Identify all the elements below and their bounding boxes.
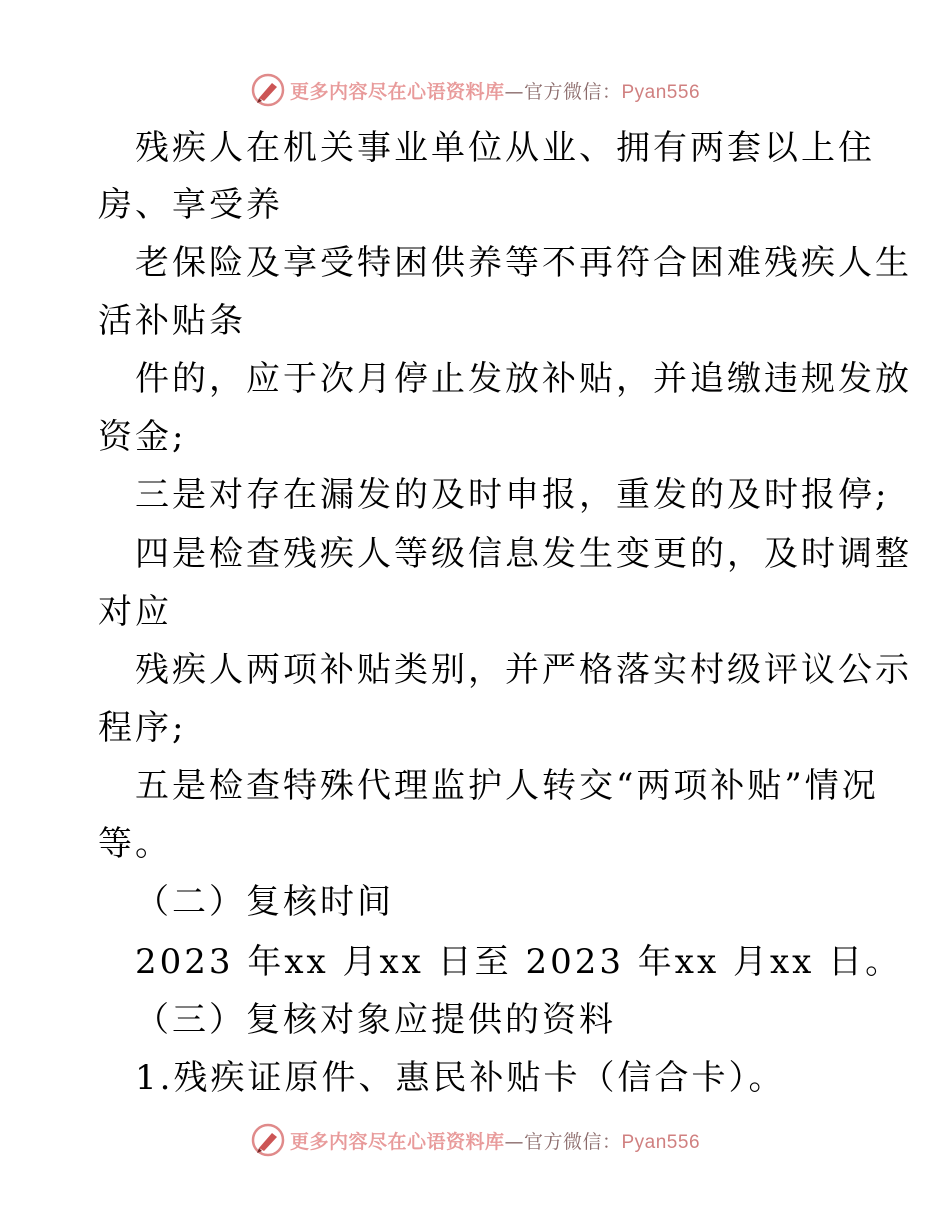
body-line: 残疾人在机关事业单位从业、拥有两套以上住 (135, 128, 875, 168)
body-line: 件的，应于次月停止发放补贴，并追缴违规发放 (135, 359, 912, 399)
body-line: 老保险及享受特困供养等不再符合困难残疾人生 (135, 243, 912, 283)
body-line: 等。 (98, 824, 172, 864)
watermark-contact: Pyan556 (621, 1131, 701, 1153)
section-heading: （二）复核时间 (135, 882, 394, 922)
watermark-separator: — (504, 1130, 524, 1153)
body-line: 五是检查特殊代理监护人转交“两项补贴”情况 (135, 766, 879, 806)
body-line: 资金; (98, 417, 187, 457)
watermark-header (0, 70, 950, 110)
body-line: 三是对存在漏发的及时申报，重发的及时报停; (135, 475, 890, 515)
pen-logo-icon (250, 1122, 286, 1158)
section-heading: （三）复核对象应提供的资料 (135, 1000, 616, 1040)
watermark-middle: 官方微信： (523, 1130, 622, 1153)
watermark-middle: 官方微信： (523, 80, 622, 103)
body-line: 四是检查残疾人等级信息发生变更的，及时调整 (135, 534, 912, 574)
body-line: 2023 年xx 月xx 日至 2023 年xx 月xx 日。 (135, 942, 903, 982)
watermark-contact: Pyan556 (621, 81, 701, 103)
watermark-footer (0, 1120, 950, 1160)
pen-logo-icon (250, 72, 286, 108)
watermark-separator: — (504, 80, 524, 103)
body-line: 残疾人两项补贴类别，并严格落实村级评议公示 (135, 650, 912, 690)
watermark-prefix: 更多内容尽在心语资料库 (289, 80, 505, 103)
body-line: 1.残疾证原件、惠民补贴卡（信合卡）。 (135, 1058, 786, 1098)
body-line: 对应 (98, 592, 172, 632)
body-line: 房、享受养 (98, 185, 283, 225)
body-line: 活补贴条 (98, 301, 246, 341)
watermark-prefix: 更多内容尽在心语资料库 (289, 1130, 505, 1153)
body-line: 程序; (98, 708, 187, 748)
